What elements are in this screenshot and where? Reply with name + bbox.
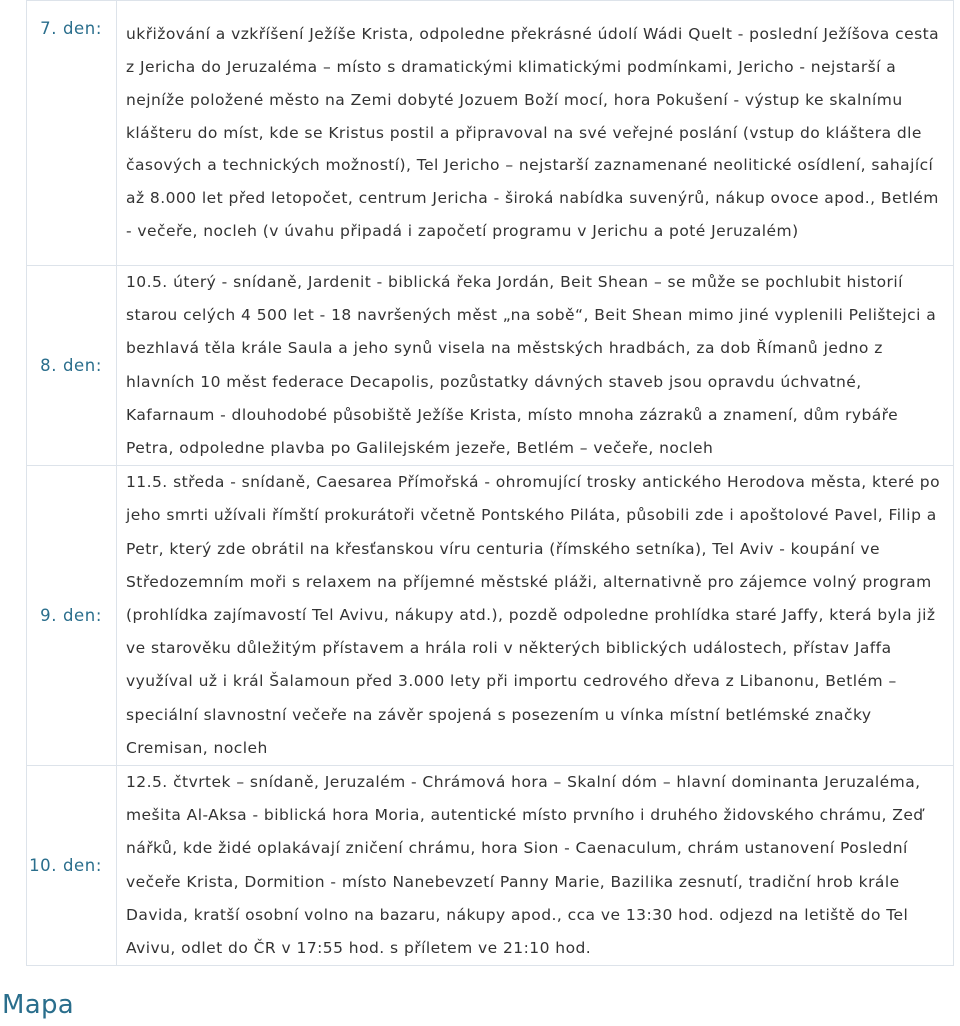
- day-label: 7. den:: [27, 1, 117, 266]
- day-description: ukřižování a vzkříšení Ježíše Krista, odpoledne překrásné údolí Wádi Quelt - poslední Ježíšova cesta z Jericha do Jeruzaléma – místo s dramatickými klimatickými podmínkami, Jericho - nejstarší a nejníže položené město na Zemi dobyté Jozuem Boží mocí, hora Pokušení - výstup ke skalnímu klášteru do míst, kde se Kristus postil a připravoval na své veřejné poslání (vstup do kláštera dle časových a technických možností), Tel Jericho – nejstarší zaznamenané neolitické osídlení, sahající až 8.000 let před letopočet, centrum Jericha - široká nabídka suvenýrů, nákup ovoce apod., Betlém - večeře, nocleh (v úvahu připadá i započetí programu v Jerichu a poté Jeruzalém): [117, 1, 954, 266]
- day-label: 9. den:: [27, 466, 117, 766]
- day-label: 10. den:: [27, 766, 117, 966]
- itinerary-row-day-10: [27, 766, 954, 966]
- itinerary-row-day-9: [27, 466, 954, 766]
- itinerary-row-day-7: [27, 1, 954, 266]
- day-description: 11.5. středa - snídaně, Caesarea Přímořská - ohromující trosky antického Herodova města, které po jeho smrti užívali římští prokurátoři včetně Pontského Piláta, působili zde i apoštolové Pavel, Filip a Petr, který zde obrátil na křesťanskou víru centuria (římského setníka), Tel Aviv - koupání ve Středozemním moři s relaxem na příjemné městské pláži, alternativně pro zájemce volný program (prohlídka zajímavostí Tel Avivu, nákupy atd.), pozdě odpoledne prohlídka staré Jaffy, která byla již ve starověku důležitým přístavem a hrála roli v některých biblických událostech, přístav Jaffa využíval už i král Šalamoun před 3.000 lety při importu cedrového dřeva z Libanonu, Betlém – speciální slavnostní večeře na závěr spojená s posezením u vínka místní betlémské značky Cremisan, nocleh: [117, 466, 954, 766]
- day-label: 8. den:: [27, 266, 117, 466]
- itinerary-row-day-8: [27, 266, 954, 466]
- day-description: 10.5. úterý - snídaně, Jardenit - biblická řeka Jordán, Beit Shean – se může se pochlubit historií starou celých 4 500 let - 18 navršených měst „na sobě“, Beit Shean mimo jiné vyplenili Pelištejci a bezhlavá těla krále Saula a jeho synů visela na městských hradbách, za dob Římanů jedno z hlavních 10 měst federace Decapolis, pozůstatky dávných staveb jsou opravdu úchvatné, Kafarnaum - dlouhodobé působiště Ježíše Krista, místo mnoha zázraků a znamení, dům rybáře Petra, odpoledne plavba po Galilejském jezeře, Betlém – večeře, nocleh: [117, 266, 954, 466]
- itinerary-table: [26, 0, 954, 966]
- map-section-title: Mapa: [2, 990, 75, 1020]
- day-description: 12.5. čtvrtek – snídaně, Jeruzalém - Chrámová hora – Skalní dóm – hlavní dominanta Jeruzaléma, mešita Al-Aksa - biblická hora Moria, autentické místo prvního i druhého židovského chrámu, Zeď nářků, kde židé oplakávají zničení chrámu, hora Sion - Caenaculum, chrám ustanovení Poslední večeře Krista, Dormition - místo Nanebevzetí Panny Marie, Bazilika zesnutí, tradiční hrob krále Davida, kratší osobní volno na bazaru, nákupy apod., cca ve 13:30 hod. odjezd na letiště do Tel Avivu, odlet do ČR v 17:55 hod. s příletem ve 21:10 hod.: [117, 766, 954, 966]
